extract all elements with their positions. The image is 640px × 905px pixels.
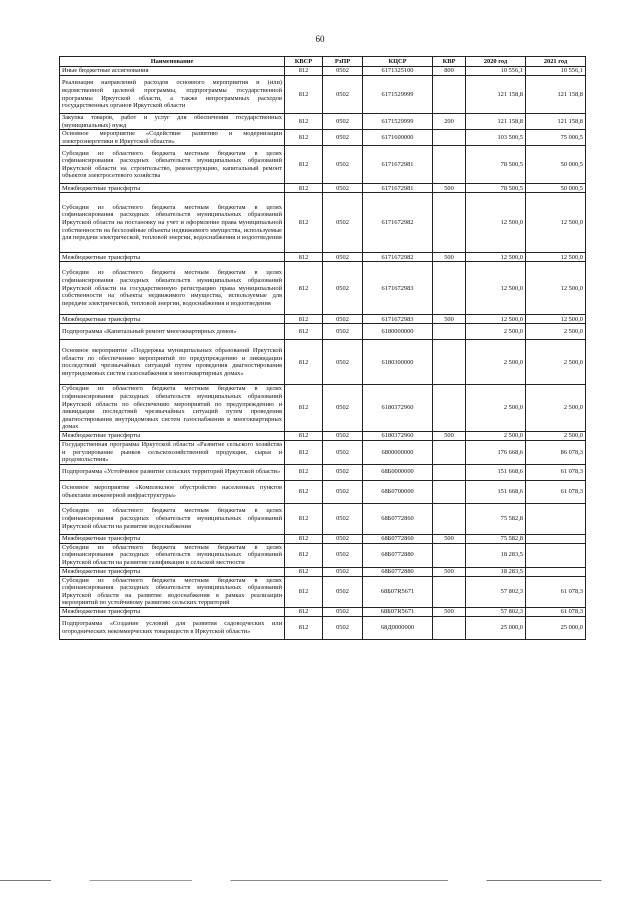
- cell-kvsr: 812: [285, 193, 323, 253]
- cell-y2021: 2 500,0: [526, 324, 586, 340]
- cell-kvr: [433, 340, 466, 385]
- cell-kvr: 500: [433, 315, 466, 324]
- cell-name: Межбюджетные трансферты: [60, 567, 285, 576]
- cell-y2021: [526, 534, 586, 543]
- table-row: [60, 607, 586, 616]
- cell-rzpr: 0502: [323, 184, 363, 193]
- cell-name: Реализация направлений расходов основного мероприятия и (или) ведомственной целевой программы, подпрограммы государственной программы Иркутской области, а также непрограммных расходов государственных органов Иркутской области: [60, 76, 285, 114]
- cell-name: Межбюджетные трансферты: [60, 253, 285, 262]
- col-header-2020: 2020 год: [466, 57, 526, 67]
- cell-y2021: [526, 567, 586, 576]
- cell-y2020: 75 582,8: [466, 503, 526, 534]
- cell-rzpr: 0502: [323, 431, 363, 440]
- cell-rzpr: 0502: [323, 67, 363, 76]
- cell-rzpr: 0502: [323, 315, 363, 324]
- cell-y2020: 151 668,6: [466, 480, 526, 503]
- col-header-kcsr: КЦСР: [363, 57, 433, 67]
- table-row: [60, 76, 586, 114]
- cell-kcsr: 6180300000: [363, 340, 433, 385]
- cell-y2021: 121 158,8: [526, 76, 586, 114]
- table-row: [60, 324, 586, 340]
- cell-name: Межбюджетные трансферты: [60, 184, 285, 193]
- cell-rzpr: 0502: [323, 543, 363, 567]
- cell-kvsr: 812: [285, 576, 323, 607]
- cell-rzpr: 0502: [323, 193, 363, 253]
- cell-kvsr: 812: [285, 385, 323, 432]
- table-row: [60, 193, 586, 253]
- cell-kcsr: 6171672982: [363, 253, 433, 262]
- cell-y2020: 78 500,5: [466, 184, 526, 193]
- cell-y2020: 12 500,0: [466, 253, 526, 262]
- cell-name: Субсидии из областного бюджета местным бюджетам в целях софинансирования расходных обязательств муниципальных образований Иркутской области на строительство, реконструкцию, капитальный ремонт объектов электросетевого хозяйства: [60, 146, 285, 184]
- cell-name: Субсидии из областного бюджета местным бюджетам в целях софинансирования расходных обязательств муниципальных образований Иркутской области на государственную регистрацию права муниципальной собственности на объекты недвижимого имущества, используемые для передачи электрической, тепловой энергии, водоснабжения и водоотведения: [60, 262, 285, 315]
- cell-kcsr: 68Б07R5671: [363, 607, 433, 616]
- cell-kcsr: 6171672983: [363, 315, 433, 324]
- cell-rzpr: 0502: [323, 440, 363, 464]
- cell-y2021: 75 000,5: [526, 130, 586, 146]
- cell-kvsr: 812: [285, 315, 323, 324]
- cell-name: Основное мероприятие «Комплексное обустройство населенных пунктов объектами инженерной инфраструктуры»: [60, 480, 285, 503]
- cell-y2020: 25 000,0: [466, 616, 526, 639]
- cell-kcsr: 6171600000: [363, 130, 433, 146]
- table-row: [60, 503, 586, 534]
- cell-rzpr: 0502: [323, 130, 363, 146]
- cell-name: Межбюджетные трансферты: [60, 315, 285, 324]
- page-number: 60: [315, 34, 325, 44]
- cell-rzpr: 0502: [323, 76, 363, 114]
- cell-kvr: [433, 130, 466, 146]
- cell-kcsr: 68Б07R5671: [363, 576, 433, 607]
- table-row: [60, 385, 586, 432]
- cell-y2021: [526, 543, 586, 567]
- table-row: [60, 262, 586, 315]
- col-header-rzpr: РзПР: [323, 57, 363, 67]
- cell-rzpr: 0502: [323, 534, 363, 543]
- cell-kcsr: 6180372960: [363, 385, 433, 432]
- cell-y2020: 57 802,3: [466, 576, 526, 607]
- cell-rzpr: 0502: [323, 480, 363, 503]
- cell-rzpr: 0502: [323, 385, 363, 432]
- table-row: [60, 253, 586, 262]
- cell-kvsr: 812: [285, 324, 323, 340]
- cell-kvr: 500: [433, 253, 466, 262]
- cell-kvr: 500: [433, 431, 466, 440]
- cell-kvr: 500: [433, 567, 466, 576]
- cell-y2020: 121 158,8: [466, 76, 526, 114]
- table-row: [60, 576, 586, 607]
- table-row: [60, 315, 586, 324]
- cell-kcsr: 6171672981: [363, 184, 433, 193]
- cell-name: Субсидии из областного бюджета местным бюджетам в целях софинансирования расходных обязательств муниципальных образований Иркутской области на развитие газификации в сельской местности: [60, 543, 285, 567]
- cell-y2020: 2 500,0: [466, 385, 526, 432]
- cell-y2020: 75 582,8: [466, 534, 526, 543]
- cell-rzpr: 0502: [323, 340, 363, 385]
- cell-kvsr: 812: [285, 262, 323, 315]
- cell-kvsr: 812: [285, 464, 323, 480]
- cell-rzpr: 0502: [323, 324, 363, 340]
- cell-y2021: 25 000,0: [526, 616, 586, 639]
- cell-kcsr: 6171529999: [363, 114, 433, 130]
- budget-table: [59, 56, 586, 640]
- cell-y2021: 12 500,0: [526, 315, 586, 324]
- cell-kvr: [433, 440, 466, 464]
- cell-kvr: 500: [433, 607, 466, 616]
- col-header-kvsr: КВСР: [285, 57, 323, 67]
- cell-kvsr: 812: [285, 114, 323, 130]
- cell-rzpr: 0502: [323, 607, 363, 616]
- cell-name: Межбюджетные трансферты: [60, 431, 285, 440]
- cell-rzpr: 0502: [323, 567, 363, 576]
- cell-kvsr: 812: [285, 253, 323, 262]
- cell-name: Основное мероприятие «Содействие развитию и модернизации электроэнергетики в Иркутской области»: [60, 130, 285, 146]
- cell-name: Основное мероприятие «Поддержка муниципальных образований Иркутской области по обеспечению мероприятий по предупреждению и ликвидации последствий чрезвычайных ситуаций путем проведения диагностирования внутридомовых систем газоснабжения в многоквартирных домах»: [60, 340, 285, 385]
- cell-rzpr: 0502: [323, 146, 363, 184]
- cell-rzpr: 0502: [323, 576, 363, 607]
- cell-name: Субсидии из областного бюджета местным бюджетам в целях софинансирования расходных обязательств муниципальных образований Иркутской области по обеспечению мероприятий по предупреждению и ликвидации последствий чрезвычайных ситуаций путем проведения диагностирования внутридомовых систем газоснабжения в многоквартирных домах: [60, 385, 285, 432]
- table-row: [60, 567, 586, 576]
- cell-kvr: [433, 262, 466, 315]
- table-row: [60, 543, 586, 567]
- cell-y2021: 50 000,5: [526, 184, 586, 193]
- cell-y2020: 12 500,0: [466, 315, 526, 324]
- cell-y2021: 121 158,8: [526, 114, 586, 130]
- cell-y2021: 61 078,3: [526, 607, 586, 616]
- cell-kcsr: 68Б0772880: [363, 567, 433, 576]
- cell-rzpr: 0502: [323, 503, 363, 534]
- cell-kcsr: 6171672981: [363, 146, 433, 184]
- table-row: [60, 67, 586, 76]
- cell-kvr: 500: [433, 534, 466, 543]
- cell-y2020: 2 500,0: [466, 324, 526, 340]
- table-row: [60, 130, 586, 146]
- cell-name: Государственная программа Иркутской области «Развитие сельского хозяйства и регулирование рынков сельскохозяйственной продукции, сырья и продовольствия»: [60, 440, 285, 464]
- cell-kcsr: 68Д0000000: [363, 616, 433, 639]
- cell-kvsr: 812: [285, 543, 323, 567]
- cell-name: Межбюджетные трансферты: [60, 607, 285, 616]
- cell-kcsr: 6171672983: [363, 262, 433, 315]
- cell-y2020: 18 283,5: [466, 567, 526, 576]
- cell-kvsr: 812: [285, 130, 323, 146]
- cell-y2020: 2 500,0: [466, 431, 526, 440]
- cell-kcsr: 6800000000: [363, 440, 433, 464]
- cell-kvsr: 812: [285, 76, 323, 114]
- cell-kcsr: 6171672982: [363, 193, 433, 253]
- cell-kvsr: 812: [285, 480, 323, 503]
- cell-y2020: 10 556,1: [466, 67, 526, 76]
- cell-name: Подпрограмма «Устойчивое развитие сельских территорий Иркутской области»: [60, 464, 285, 480]
- cell-y2020: 12 500,0: [466, 262, 526, 315]
- cell-kvsr: 812: [285, 184, 323, 193]
- cell-kvsr: 812: [285, 567, 323, 576]
- scan-artifact-line: [0, 880, 640, 881]
- cell-kvr: [433, 543, 466, 567]
- cell-kvr: 500: [433, 184, 466, 193]
- table-row: [60, 114, 586, 130]
- cell-rzpr: 0502: [323, 464, 363, 480]
- cell-kvr: [433, 385, 466, 432]
- cell-kcsr: 6180372960: [363, 431, 433, 440]
- cell-name: Межбюджетные трансферты: [60, 534, 285, 543]
- cell-kvsr: 812: [285, 340, 323, 385]
- cell-rzpr: 0502: [323, 114, 363, 130]
- cell-y2021: 2 500,0: [526, 340, 586, 385]
- cell-y2020: 121 158,8: [466, 114, 526, 130]
- cell-kvr: [433, 146, 466, 184]
- cell-kvr: 200: [433, 114, 466, 130]
- cell-y2021: 2 500,0: [526, 431, 586, 440]
- cell-kcsr: 6171529999: [363, 76, 433, 114]
- cell-kcsr: 6180000000: [363, 324, 433, 340]
- cell-kvsr: 812: [285, 67, 323, 76]
- col-header-2021: 2021 год: [526, 57, 586, 67]
- cell-name: Субсидии из областного бюджета местным бюджетам в целях софинансирования расходных обязательств муниципальных образований Иркутской области на постановку на учет и оформление права муниципальной собственности на бесхозяйные объекты недвижимого имущества, используемые для передачи электрической, тепловой энергии, водоснабжения и водоотведения: [60, 193, 285, 253]
- cell-kvsr: 812: [285, 534, 323, 543]
- cell-kcsr: 68Б0000000: [363, 464, 433, 480]
- cell-kcsr: 68Б0772860: [363, 534, 433, 543]
- table-row: [60, 534, 586, 543]
- cell-kcsr: 68Б0700000: [363, 480, 433, 503]
- cell-y2020: 176 668,6: [466, 440, 526, 464]
- cell-y2021: 2 500,0: [526, 385, 586, 432]
- table-row: [60, 184, 586, 193]
- cell-y2020: 2 500,0: [466, 340, 526, 385]
- table-row: [60, 480, 586, 503]
- table-row: [60, 440, 586, 464]
- cell-kvsr: 812: [285, 440, 323, 464]
- cell-kvr: [433, 480, 466, 503]
- cell-name: Иные бюджетные ассигнования: [60, 67, 285, 76]
- cell-y2021: 61 078,3: [526, 576, 586, 607]
- cell-y2020: 12 500,0: [466, 193, 526, 253]
- col-header-name: Наименование: [60, 57, 285, 67]
- cell-rzpr: 0502: [323, 262, 363, 315]
- cell-kvr: [433, 503, 466, 534]
- cell-name: Подпрограмма «Создание условий для развития садоводческих или огороднических некоммерческих товариществ в Иркутской области»: [60, 616, 285, 639]
- cell-kvsr: 812: [285, 431, 323, 440]
- cell-kvr: [433, 464, 466, 480]
- table-body: [60, 67, 586, 640]
- cell-kvr: 800: [433, 67, 466, 76]
- cell-kcsr: 68Б0772860: [363, 503, 433, 534]
- cell-rzpr: 0502: [323, 253, 363, 262]
- col-header-kvr: КВР: [433, 57, 466, 67]
- table-row: [60, 464, 586, 480]
- cell-y2021: [526, 503, 586, 534]
- cell-kvsr: 812: [285, 616, 323, 639]
- cell-y2020: 78 500,5: [466, 146, 526, 184]
- table-header: [60, 57, 586, 67]
- cell-kvr: [433, 616, 466, 639]
- cell-kcsr: 6171325100: [363, 67, 433, 76]
- cell-y2021: 50 000,5: [526, 146, 586, 184]
- cell-name: Субсидии из областного бюджета местным бюджетам в целях софинансирования расходных обязательств муниципальных образований Иркутской области на развитие водоснабжения: [60, 503, 285, 534]
- cell-name: Подпрограмма «Капитальный ремонт многоквартирных домов»: [60, 324, 285, 340]
- table-row: [60, 146, 586, 184]
- cell-kvsr: 812: [285, 607, 323, 616]
- cell-y2021: 61 078,3: [526, 480, 586, 503]
- cell-kcsr: 68Б0772880: [363, 543, 433, 567]
- cell-y2021: 12 500,0: [526, 262, 586, 315]
- cell-y2020: 103 500,5: [466, 130, 526, 146]
- cell-kvsr: 812: [285, 503, 323, 534]
- cell-y2021: 10 556,1: [526, 67, 586, 76]
- cell-y2021: 12 500,0: [526, 253, 586, 262]
- cell-kvr: [433, 76, 466, 114]
- cell-y2021: 86 078,3: [526, 440, 586, 464]
- cell-y2021: 12 500,0: [526, 193, 586, 253]
- cell-y2020: 57 802,3: [466, 607, 526, 616]
- cell-kvr: [433, 576, 466, 607]
- table-row: [60, 340, 586, 385]
- table-row: [60, 431, 586, 440]
- cell-kvr: [433, 324, 466, 340]
- cell-y2020: 151 668,6: [466, 464, 526, 480]
- cell-y2020: 18 283,5: [466, 543, 526, 567]
- table-row: [60, 616, 586, 639]
- cell-kvsr: 812: [285, 146, 323, 184]
- cell-name: Закупка товаров, работ и услуг для обеспечения государственных (муниципальных) нужд: [60, 114, 285, 130]
- cell-name: Субсидии из областного бюджета местным бюджетам в целях софинансирования расходных обязательств муниципальных образований Иркутской области на развитие водоснабжения в рамках реализации мероприятий по устойчивому развитию сельских территорий: [60, 576, 285, 607]
- cell-y2021: 61 078,3: [526, 464, 586, 480]
- cell-kvr: [433, 193, 466, 253]
- cell-rzpr: 0502: [323, 616, 363, 639]
